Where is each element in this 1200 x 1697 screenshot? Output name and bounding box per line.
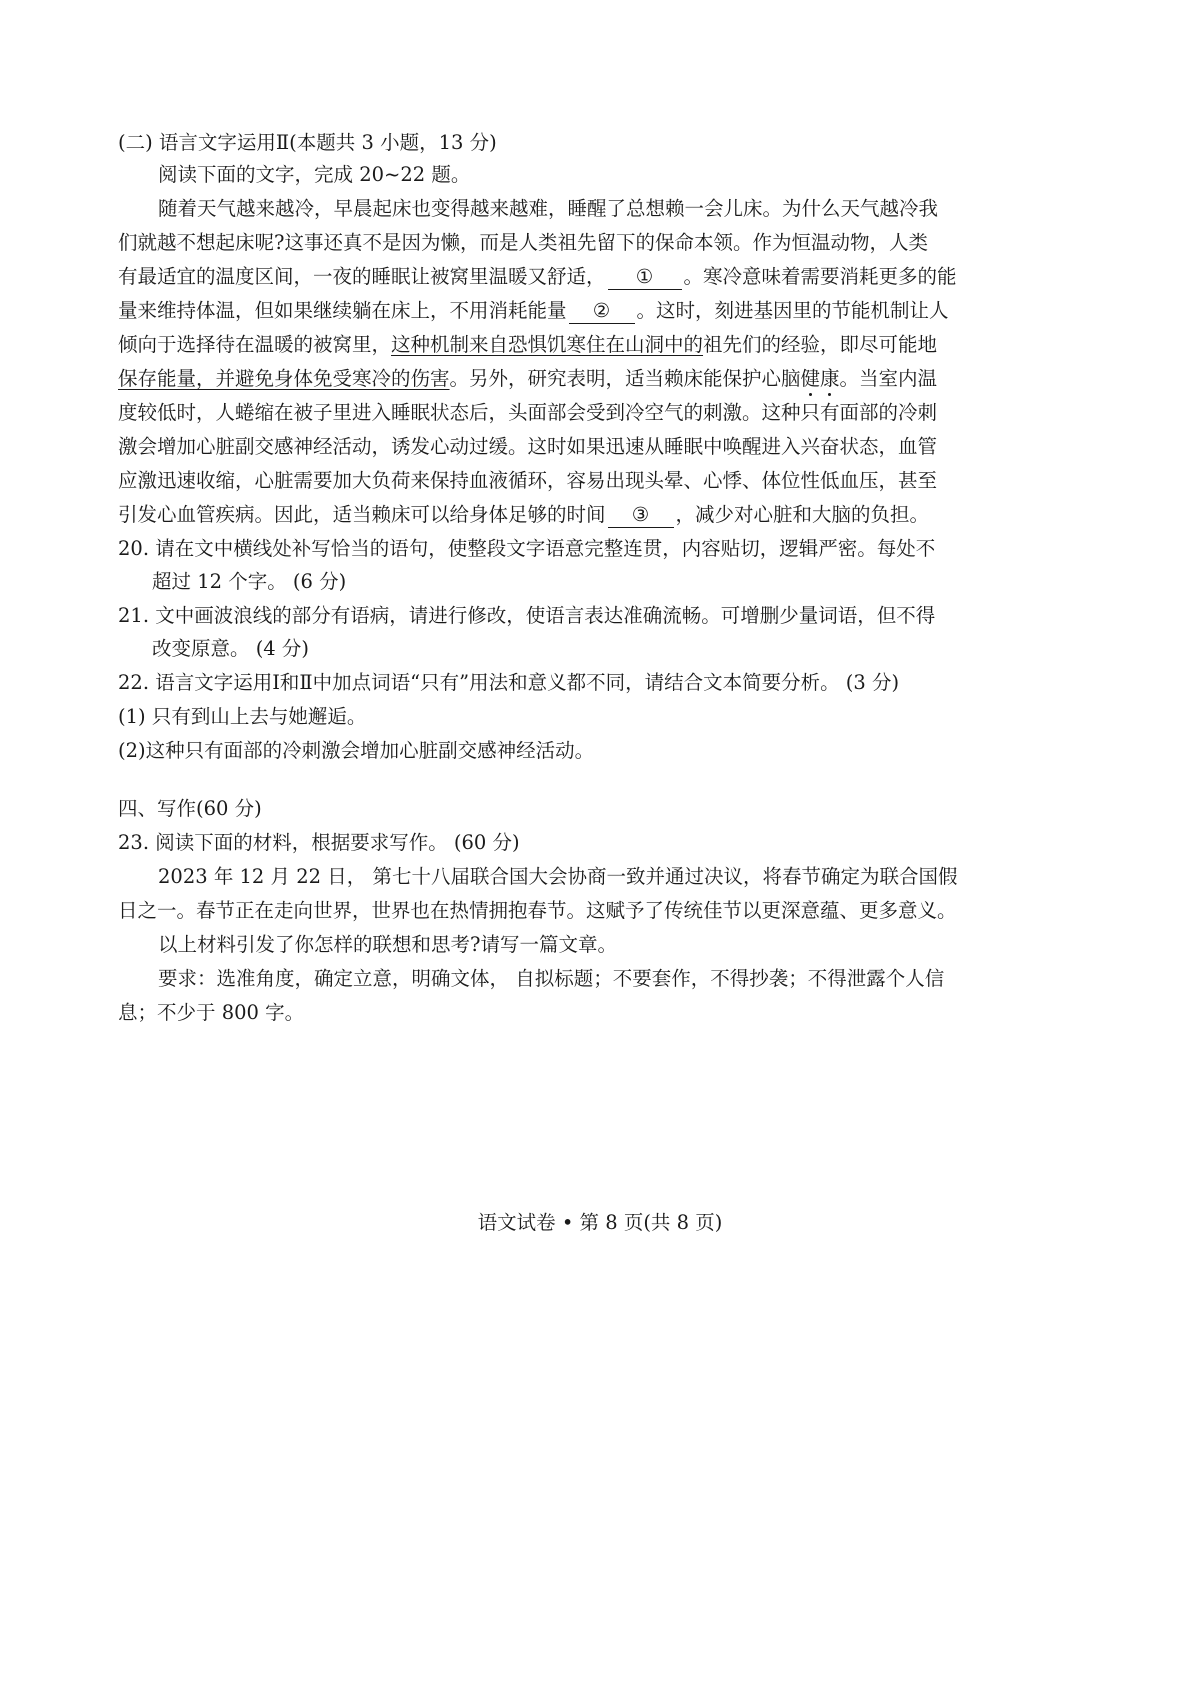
passage-line: 应激迅速收缩，心脏需要加大负荷来保持血液循环，容易出现头晕、心悸、体位性低血压，甚至 — [118, 469, 938, 492]
section-heading: (二) 语言文字运用Ⅱ(本题共 3 小题，13 分) — [118, 131, 497, 154]
instruction: 阅读下面的文字，完成 20~22 题。 — [158, 163, 471, 186]
material-line: 2023 年 12 月 22 日， 第七十八届联合国大会协商一致并通过决议，将春节确定为联合国假 — [158, 865, 958, 888]
question-22-item-1: (1) 只有到山上去与她邂逅。 — [118, 705, 367, 728]
page-footer: 语文试卷 • 第 8 页(共 8 页) — [477, 1211, 723, 1234]
requirements-line: 息；不少于 800 字。 — [118, 1001, 305, 1024]
passage-text: 引发心血管疾病。因此，适当赖床可以给身体足够的时间 — [118, 503, 606, 526]
passage-text: 。另外，研究表明，适当赖床能保护心脑健康。当室内温 — [449, 367, 938, 390]
writing-prompt: 以上材料引发了你怎样的联想和思考?请写一篇文章。 — [158, 933, 617, 956]
question-21: 21. 文中画波浪线的部分有语病，请进行修改，使语言表达准确流畅。可增删少量词语，但不得 — [118, 604, 936, 627]
passage-line — [118, 262, 1098, 292]
passage-line: 激会增加心脏副交感神经活动，诱发心动过缓。这时如果迅速从睡眠中唤醒进入兴奋状态，血管 — [118, 435, 938, 458]
requirements-line: 要求：选准角度，确定立意，明确文体， 自拟标题；不要套作，不得抄袭；不得泄露个人信 — [158, 967, 945, 990]
wavy-underlined-text: 保存能量，并避免身体免受寒冷的伤害 — [118, 367, 450, 390]
question-22-item-2: (2)这种只有面部的冷刺激会增加心脏副交感神经活动。 — [118, 739, 595, 762]
question-21-cont: 改变原意。 (4 分) — [152, 637, 310, 660]
wavy-underlined-text: 这种机制来自恐惧饥寒住在山洞中的 — [391, 333, 704, 356]
question-23: 23. 阅读下面的材料，根据要求写作。 (60 分) — [118, 831, 520, 854]
passage-line — [118, 364, 1098, 394]
answer-blank-1: ① — [608, 265, 682, 290]
question-20-cont: 超过 12 个字。 (6 分) — [152, 570, 347, 593]
passage-text: 。这时，刻进基因里的节能机制让人 — [636, 299, 949, 322]
material-line: 日之一。春节正在走向世界，世界也在热情拥抱春节。这赋予了传统佳节以更深意蕴、更多意义。 — [118, 899, 957, 922]
passage-line — [118, 398, 1098, 428]
question-22: 22. 语言文字运用Ⅰ和Ⅱ中加点词语“只有”用法和意义都不同，请结合文本简要分析。 (3 分) — [118, 671, 900, 694]
passage-line — [118, 296, 1098, 326]
passage-line — [118, 500, 1098, 530]
passage-line: 随着天气越来越冷，早晨起床也变得越来越难，睡醒了总想赖一会儿床。为什么天气越冷我 — [158, 197, 939, 220]
answer-blank-2: ② — [569, 299, 635, 324]
passage-text: 。寒冷意味着需要消耗更多的能 — [683, 265, 957, 288]
passage-text: ，减少对心脏和大脑的负担。 — [675, 503, 930, 526]
passage-text: 面部的冷刺 — [839, 401, 938, 424]
passage-line: 们就越不想起床呢?这事还真不是因为懒，而是人类祖先留下的保命本领。作为恒温动物，人类 — [118, 231, 928, 254]
dotted-char: 有 — [820, 398, 840, 428]
dotted-char: 只 — [801, 398, 821, 428]
passage-line — [118, 330, 1098, 360]
passage-text: 倾向于选择待在温暖的被窝里， — [118, 333, 392, 356]
passage-text: 有最适宜的温度区间，一夜的睡眠让被窝里温暖又舒适， — [118, 265, 606, 288]
passage-text: 度较低时，人蜷缩在被子里进入睡眠状态后，头面部会受到冷空气的刺激。这种 — [118, 401, 801, 424]
passage-text: 祖先们的经验，即尽可能地 — [703, 333, 938, 356]
answer-blank-3: ③ — [608, 503, 674, 528]
writing-section-heading: 四、写作(60 分) — [118, 797, 262, 820]
passage-text: 量来维持体温，但如果继续躺在床上，不用消耗能量 — [118, 299, 567, 322]
question-20: 20. 请在文中横线处补写恰当的语句，使整段文字语意完整连贯，内容贴切，逻辑严密。每处不 — [118, 537, 936, 560]
